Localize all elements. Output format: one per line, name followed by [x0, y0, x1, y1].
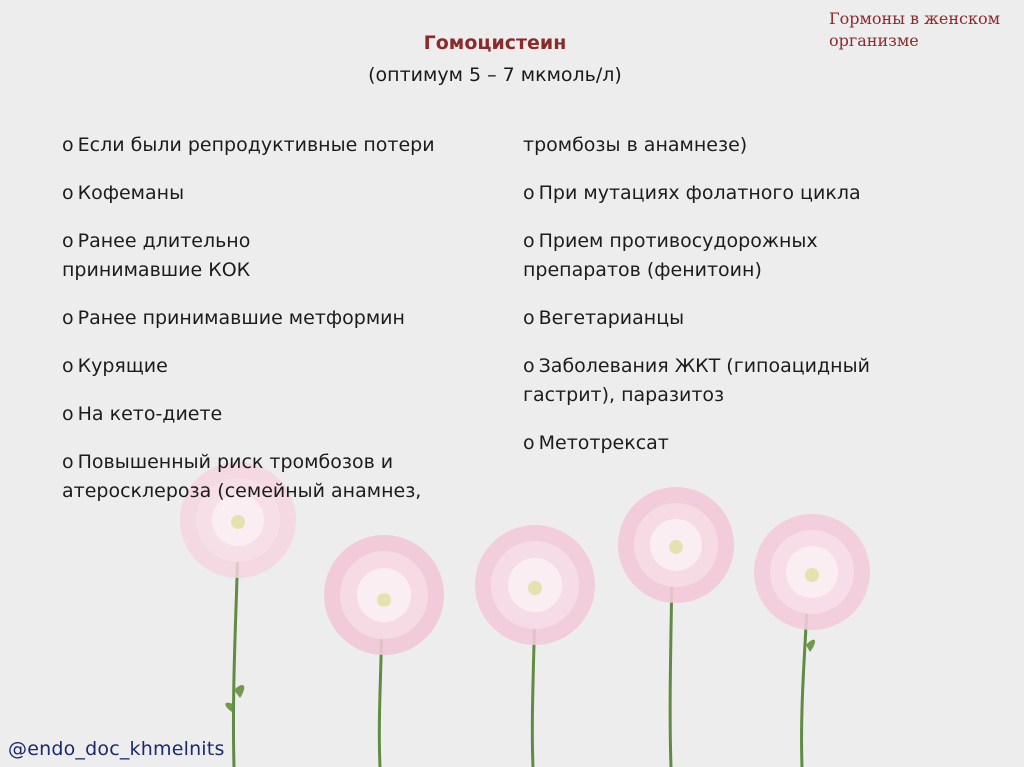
list-item: o Вегетарианцы [523, 304, 943, 333]
leaf-1 [234, 685, 244, 698]
list-item: o Метотрексат [523, 429, 943, 458]
bullet-icon: o [62, 230, 74, 252]
list-item: o На кето-диете [62, 400, 502, 429]
flower-4 [618, 487, 734, 603]
corner-label: Гормоны в женском организме [829, 9, 1001, 50]
list-item: o Кофеманы [62, 179, 502, 208]
bullet-icon: o [523, 432, 535, 454]
leaf-3 [806, 640, 815, 652]
stem-1 [233, 545, 238, 767]
list-item: o Курящие [62, 352, 502, 381]
bullet-icon: o [62, 355, 74, 377]
right-column [523, 131, 943, 477]
left-column [62, 131, 502, 525]
list-item: o Повышенный риск тромбозов и атеросклероза (семейный анамнез, [62, 448, 482, 506]
slide-title: Гомоцистеин [423, 32, 567, 54]
bullet-icon: o [523, 182, 535, 204]
list-item: o Ранее длительно принимавшие КОК [62, 227, 302, 285]
list-item: o Если были репродуктивные потери [62, 131, 502, 160]
bullet-icon: o [62, 134, 74, 156]
bullet-icon: o [62, 451, 74, 473]
list-item: o Заболевания ЖКТ (гипоацидный гастрит), паразитоз [523, 352, 923, 410]
bullet-icon: o [62, 403, 74, 425]
bullet-icon: o [523, 355, 535, 377]
list-item-continuation: тромбозы в анамнезе) [523, 134, 748, 156]
flower-5 [754, 514, 870, 630]
leaf-2 [225, 703, 233, 712]
list-item: o При мутациях фолатного цикла [523, 179, 943, 208]
slide-subtitle: (оптимум 5 – 7 мкмоль/л) [368, 64, 622, 86]
title-block [250, 30, 740, 90]
bullet-icon: o [62, 182, 74, 204]
list-item: o Ранее принимавшие метформин [62, 304, 502, 333]
bullet-icon: o [523, 230, 535, 252]
author-handle: @endo_doc_khmelnits [8, 738, 225, 760]
flower-3 [475, 525, 595, 645]
bullet-icon: o [523, 307, 535, 329]
flower-2 [324, 535, 444, 655]
list-item: o Прием противосудорожных препаратов (фенитоин) [523, 227, 883, 285]
bullet-icon: o [62, 307, 74, 329]
